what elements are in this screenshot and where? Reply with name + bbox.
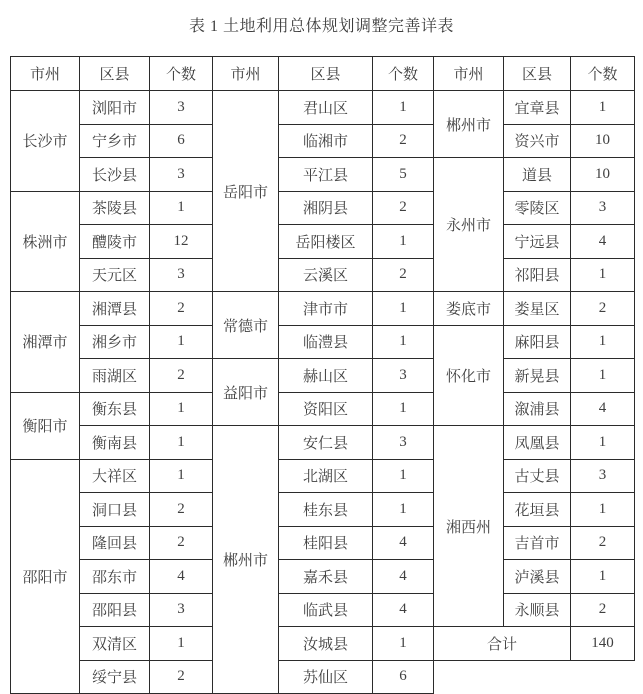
table-row <box>11 459 635 493</box>
table-row <box>11 493 635 527</box>
count-cell: 3 <box>150 91 213 125</box>
table-row <box>11 627 635 661</box>
county-cell: 双清区 <box>80 627 150 661</box>
count-cell: 1 <box>150 392 213 426</box>
table-row <box>11 258 635 292</box>
county-cell: 溆浦县 <box>504 392 571 426</box>
table-row <box>11 325 635 359</box>
city-cell: 长沙市 <box>11 91 80 192</box>
county-cell: 汝城县 <box>279 627 373 661</box>
county-cell: 花垣县 <box>504 493 571 527</box>
county-cell: 衡南县 <box>80 426 150 460</box>
count-cell: 3 <box>373 426 434 460</box>
count-cell: 1 <box>373 493 434 527</box>
count-cell: 2 <box>373 191 434 225</box>
city-cell: 郴州市 <box>434 91 504 158</box>
count-cell: 3 <box>571 191 635 225</box>
county-cell: 浏阳市 <box>80 91 150 125</box>
header-row <box>11 57 635 91</box>
count-cell: 1 <box>373 225 434 259</box>
county-cell: 麻阳县 <box>504 325 571 359</box>
count-cell: 2 <box>150 292 213 326</box>
county-cell: 零陵区 <box>504 191 571 225</box>
county-cell: 资兴市 <box>504 124 571 158</box>
count-cell: 2 <box>150 493 213 527</box>
table-row <box>11 91 635 125</box>
county-cell: 雨湖区 <box>80 359 150 393</box>
county-cell: 湘阴县 <box>279 191 373 225</box>
column-header: 区县 <box>279 57 373 91</box>
table-row <box>11 225 635 259</box>
city-cell: 湘潭市 <box>11 292 80 393</box>
county-cell: 安仁县 <box>279 426 373 460</box>
county-cell: 岳阳楼区 <box>279 225 373 259</box>
count-cell: 1 <box>373 292 434 326</box>
count-cell: 1 <box>373 325 434 359</box>
column-header: 区县 <box>504 57 571 91</box>
count-cell: 1 <box>373 459 434 493</box>
city-cell: 湘西州 <box>434 426 504 627</box>
count-cell: 1 <box>373 91 434 125</box>
count-cell: 1 <box>150 191 213 225</box>
count-cell: 2 <box>150 359 213 393</box>
count-cell: 2 <box>571 593 635 627</box>
count-cell: 4 <box>373 526 434 560</box>
city-cell: 娄底市 <box>434 292 504 326</box>
county-cell: 衡东县 <box>80 392 150 426</box>
city-cell: 株洲市 <box>11 191 80 292</box>
county-cell: 临武县 <box>279 593 373 627</box>
county-cell: 邵阳县 <box>80 593 150 627</box>
count-cell: 3 <box>373 359 434 393</box>
land-use-plan-table <box>10 56 635 694</box>
table-header <box>11 57 635 91</box>
county-cell: 吉首市 <box>504 526 571 560</box>
city-cell: 益阳市 <box>213 359 279 426</box>
count-cell: 1 <box>571 560 635 594</box>
city-cell: 岳阳市 <box>213 91 279 292</box>
city-cell: 常德市 <box>213 292 279 359</box>
count-cell: 4 <box>373 560 434 594</box>
county-cell: 绥宁县 <box>80 660 150 694</box>
city-cell: 衡阳市 <box>11 392 80 459</box>
county-cell: 泸溪县 <box>504 560 571 594</box>
table-row <box>11 560 635 594</box>
count-cell: 4 <box>571 392 635 426</box>
county-cell: 苏仙区 <box>279 660 373 694</box>
county-cell: 桂东县 <box>279 493 373 527</box>
table-row <box>11 426 635 460</box>
county-cell: 隆回县 <box>80 526 150 560</box>
city-cell: 怀化市 <box>434 325 504 426</box>
table-row <box>11 593 635 627</box>
count-cell: 6 <box>373 660 434 694</box>
count-cell: 10 <box>571 158 635 192</box>
total-value-cell: 140 <box>571 627 635 661</box>
county-cell: 大祥区 <box>80 459 150 493</box>
table-row <box>11 359 635 393</box>
column-header: 区县 <box>80 57 150 91</box>
county-cell: 凤凰县 <box>504 426 571 460</box>
count-cell: 3 <box>150 258 213 292</box>
county-cell: 醴陵市 <box>80 225 150 259</box>
count-cell: 1 <box>373 627 434 661</box>
county-cell: 邵东市 <box>80 560 150 594</box>
table-title: 表 1 土地利用总体规划调整完善详表 <box>188 18 454 35</box>
count-cell: 4 <box>373 593 434 627</box>
count-cell: 3 <box>150 158 213 192</box>
table-row <box>11 526 635 560</box>
county-cell: 平江县 <box>279 158 373 192</box>
county-cell: 君山区 <box>279 91 373 125</box>
county-cell: 桂阳县 <box>279 526 373 560</box>
count-cell: 1 <box>373 392 434 426</box>
table-row <box>11 191 635 225</box>
count-cell: 1 <box>571 91 635 125</box>
table-body <box>11 91 635 694</box>
table-row <box>11 158 635 192</box>
count-cell: 1 <box>571 325 635 359</box>
column-header: 个数 <box>571 57 635 91</box>
county-cell: 宁远县 <box>504 225 571 259</box>
county-cell: 北湖区 <box>279 459 373 493</box>
city-cell: 邵阳市 <box>11 459 80 694</box>
county-cell: 资阳区 <box>279 392 373 426</box>
county-cell: 新晃县 <box>504 359 571 393</box>
count-cell: 2 <box>571 292 635 326</box>
table-row <box>11 660 635 694</box>
count-cell: 1 <box>571 258 635 292</box>
county-cell: 临澧县 <box>279 325 373 359</box>
count-cell: 2 <box>373 124 434 158</box>
county-cell: 洞口县 <box>80 493 150 527</box>
count-cell: 2 <box>571 526 635 560</box>
count-cell: 2 <box>150 660 213 694</box>
count-cell: 12 <box>150 225 213 259</box>
count-cell: 2 <box>150 526 213 560</box>
column-header: 市州 <box>213 57 279 91</box>
county-cell: 永顺县 <box>504 593 571 627</box>
count-cell: 1 <box>150 627 213 661</box>
county-cell: 茶陵县 <box>80 191 150 225</box>
count-cell: 3 <box>150 593 213 627</box>
column-header: 市州 <box>11 57 80 91</box>
count-cell: 4 <box>571 225 635 259</box>
county-cell: 道县 <box>504 158 571 192</box>
table-row <box>11 292 635 326</box>
count-cell: 1 <box>150 426 213 460</box>
count-cell: 3 <box>571 459 635 493</box>
county-cell: 云溪区 <box>279 258 373 292</box>
city-cell: 郴州市 <box>213 426 279 694</box>
county-cell: 宜章县 <box>504 91 571 125</box>
county-cell: 宁乡市 <box>80 124 150 158</box>
column-header: 个数 <box>150 57 213 91</box>
table-row <box>11 124 635 158</box>
count-cell: 2 <box>373 258 434 292</box>
county-cell: 长沙县 <box>80 158 150 192</box>
count-cell: 1 <box>150 459 213 493</box>
column-header: 个数 <box>373 57 434 91</box>
county-cell: 娄星区 <box>504 292 571 326</box>
total-label-cell: 合计 <box>434 627 571 661</box>
county-cell: 赫山区 <box>279 359 373 393</box>
county-cell: 嘉禾县 <box>279 560 373 594</box>
county-cell: 津市市 <box>279 292 373 326</box>
city-cell: 永州市 <box>434 158 504 292</box>
table-row <box>11 392 635 426</box>
county-cell: 临湘市 <box>279 124 373 158</box>
county-cell: 祁阳县 <box>504 258 571 292</box>
count-cell: 4 <box>150 560 213 594</box>
count-cell: 5 <box>373 158 434 192</box>
count-cell: 6 <box>150 124 213 158</box>
count-cell: 1 <box>571 359 635 393</box>
county-cell: 天元区 <box>80 258 150 292</box>
count-cell: 1 <box>571 426 635 460</box>
county-cell: 湘潭县 <box>80 292 150 326</box>
count-cell: 10 <box>571 124 635 158</box>
count-cell: 1 <box>571 493 635 527</box>
county-cell: 古丈县 <box>504 459 571 493</box>
county-cell: 湘乡市 <box>80 325 150 359</box>
column-header: 市州 <box>434 57 504 91</box>
count-cell: 1 <box>150 325 213 359</box>
